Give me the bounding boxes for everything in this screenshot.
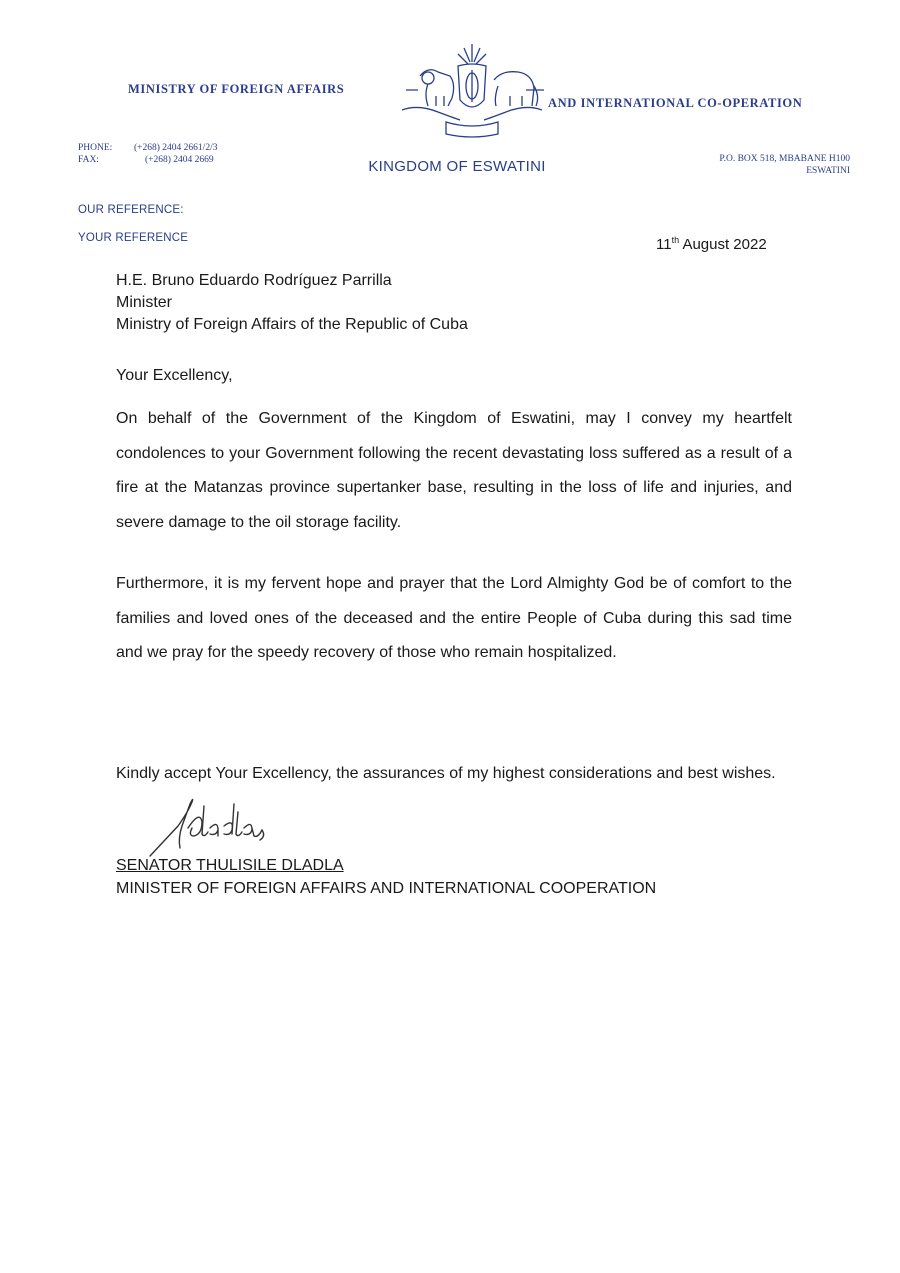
our-reference-label: OUR REFERENCE: xyxy=(78,204,184,216)
signer-name: SENATOR THULISILE DLADLA xyxy=(116,857,344,874)
addressee-position: Minister xyxy=(116,294,173,311)
date-month-year: August 2022 xyxy=(682,236,767,253)
your-reference-label: YOUR REFERENCE xyxy=(78,232,189,244)
date-suffix: th xyxy=(671,235,680,245)
date-day: 11 xyxy=(656,236,672,253)
ministry-name-left: MINISTRY OF FOREIGN AFFAIRS xyxy=(128,82,345,96)
address-line-2: ESWATINI xyxy=(806,166,850,176)
salutation: Your Excellency, xyxy=(116,367,233,384)
handwritten-signature xyxy=(148,782,288,862)
addressee-name: H.E. Bruno Eduardo Rodríguez Parrilla xyxy=(116,272,392,289)
phone-number: (+268) 2404 2661/2/3 xyxy=(134,143,218,153)
signer-title: MINISTER OF FOREIGN AFFAIRS AND INTERNATIONAL COOPERATION xyxy=(116,880,657,897)
contact-details xyxy=(78,142,217,166)
coat-of-arms-icon xyxy=(398,40,546,140)
fax-number: (+268) 2404 2669 xyxy=(145,155,214,165)
body-paragraph-2: Furthermore, it is my fervent hope and prayer that the Lord Almighty God be of comfort to the families and loved ones of the deceased and the entire People of Cuba during this sad time and we pray for the speedy recovery of those who remain hospitalized. xyxy=(116,575,792,661)
phone-row xyxy=(78,142,217,154)
addressee-block xyxy=(116,270,468,336)
body-paragraph-1: On behalf of the Government of the Kingdom of Eswatini, may I convey my heartfelt condolences to your Government following the recent devastating loss suffered as a result of a fire at the Matanzas province supertanker base, resulting in the loss of life and injuries, and severe damage to the oil storage facility. xyxy=(116,410,792,531)
postal-address xyxy=(719,153,850,177)
fax-label: FAX: xyxy=(78,155,99,165)
kingdom-name: KINGDOM OF ESWATINI xyxy=(368,158,546,175)
fax-row xyxy=(78,154,217,166)
closing-line: Kindly accept Your Excellency, the assurances of my highest considerations and best wishes. xyxy=(116,765,776,782)
addressee-ministry: Ministry of Foreign Affairs of the Republic of Cuba xyxy=(116,316,468,333)
address-line-1: P.O. BOX 518, MBABANE H100 xyxy=(719,154,850,164)
ministry-name-right: AND INTERNATIONAL CO-OPERATION xyxy=(548,96,803,110)
phone-label: PHONE: xyxy=(78,143,113,153)
letter-date xyxy=(656,235,767,253)
